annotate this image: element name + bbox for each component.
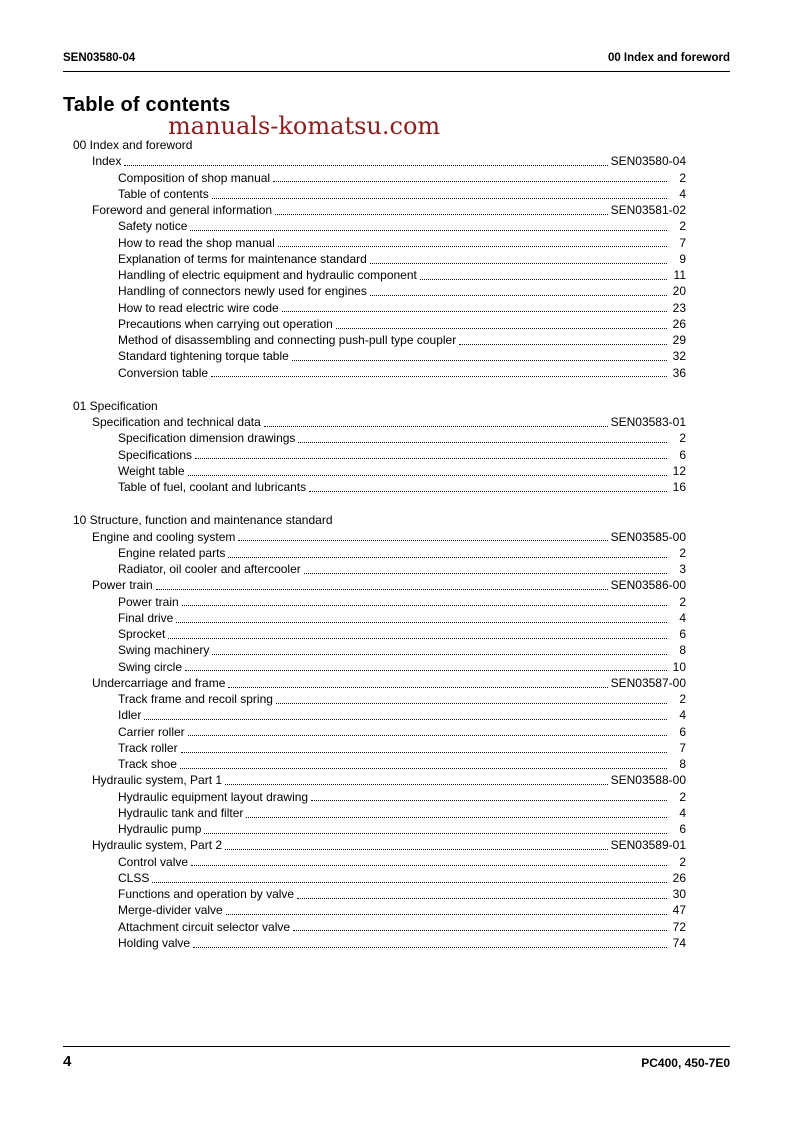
toc-group-row — [63, 202, 686, 218]
dot-leader — [276, 703, 667, 704]
toc-item-page: 16 — [672, 480, 686, 495]
toc-item-label: Final drive — [118, 610, 174, 625]
toc-item-row — [63, 267, 686, 283]
watermark-text: manuals-komatsu.com — [168, 112, 441, 140]
toc-section-heading: 00 Index and foreword — [73, 138, 193, 152]
dot-leader — [226, 914, 667, 915]
toc-group-label: Engine and cooling system — [92, 529, 236, 544]
toc-item-page: 4 — [679, 186, 686, 201]
toc-item-row — [63, 707, 686, 723]
dot-leader — [297, 898, 667, 899]
toc-item-row — [63, 332, 686, 348]
toc-section-heading: 10 Structure, function and maintenance standard — [73, 513, 333, 528]
toc-item-row — [63, 365, 686, 381]
toc-item-page: 3 — [679, 562, 686, 577]
toc-group-ref: SEN03580-04 — [610, 154, 686, 169]
dot-leader — [212, 198, 667, 199]
toc-item-row — [63, 300, 686, 316]
toc-item-label: Hydraulic pump — [118, 822, 202, 837]
toc-item-row — [63, 870, 686, 886]
toc-item-row — [63, 316, 686, 332]
table-of-contents — [63, 137, 686, 951]
toc-item-page: 2 — [679, 692, 686, 707]
toc-item-label: Specification dimension drawings — [118, 431, 296, 446]
dot-leader — [124, 165, 607, 166]
dot-leader — [336, 328, 667, 329]
toc-group-ref: SEN03583-01 — [610, 415, 686, 430]
toc-item-row — [63, 805, 686, 821]
toc-item-page: 4 — [679, 708, 686, 723]
toc-item-page: 6 — [679, 627, 686, 642]
toc-item-row — [63, 740, 686, 756]
toc-item-label: Composition of shop manual — [118, 170, 271, 185]
toc-group-row — [63, 772, 686, 788]
dot-leader — [293, 930, 667, 931]
dot-leader — [191, 865, 667, 866]
dot-leader — [193, 947, 667, 948]
dot-leader — [264, 426, 608, 427]
header-section-label: 00 Index and foreword — [607, 52, 730, 64]
toc-item-row — [63, 545, 686, 561]
toc-item-label: Carrier roller — [118, 724, 185, 739]
toc-item-label: Hydraulic tank and filter — [118, 805, 244, 820]
dot-leader — [228, 557, 667, 558]
dot-leader — [176, 622, 667, 623]
toc-group-label: Specification and technical data — [92, 415, 261, 430]
dot-leader — [246, 817, 667, 818]
dot-leader — [304, 573, 667, 574]
toc-item-page: 6 — [679, 724, 686, 739]
toc-item-row — [63, 348, 686, 364]
toc-item-row — [63, 235, 686, 251]
toc-item-label: Engine related parts — [118, 545, 226, 560]
toc-item-page: 36 — [672, 365, 686, 380]
toc-item-label: CLSS — [118, 870, 150, 885]
toc-group-row — [63, 529, 686, 545]
toc-item-page: 2 — [679, 854, 686, 869]
toc-item-label: Explanation of terms for maintenance standard — [118, 251, 367, 266]
toc-item-label: Conversion table — [118, 365, 209, 380]
dot-leader — [188, 735, 667, 736]
toc-group-ref: SEN03589-01 — [610, 838, 686, 853]
header-doc-number: SEN03580-04 — [63, 52, 136, 64]
toc-item-label: Handling of electric equipment and hydraulic component — [118, 268, 417, 283]
toc-item-label: Holding valve — [118, 935, 191, 950]
dot-leader — [311, 800, 667, 801]
toc-item-label: How to read the shop manual — [118, 235, 275, 250]
toc-item-page: 6 — [679, 822, 686, 837]
toc-item-page: 12 — [672, 463, 686, 478]
dot-leader — [190, 230, 667, 231]
toc-item-page: 2 — [679, 545, 686, 560]
toc-item-row — [63, 610, 686, 626]
toc-item-label: Functions and operation by valve — [118, 887, 295, 902]
dot-leader — [370, 295, 667, 296]
toc-item-row — [63, 789, 686, 805]
toc-group-label: Index — [92, 154, 122, 169]
toc-item-row — [63, 935, 686, 951]
toc-item-label: Safety notice — [118, 219, 188, 234]
dot-leader — [181, 752, 667, 753]
toc-item-label: Specifications — [118, 447, 193, 462]
toc-item-row — [63, 919, 686, 935]
toc-group-label: Hydraulic system, Part 2 — [92, 838, 223, 853]
toc-item-label: Table of contents — [118, 186, 209, 201]
toc-item-row — [63, 724, 686, 740]
dot-leader — [156, 589, 608, 590]
toc-item-label: Control valve — [118, 854, 189, 869]
dot-leader — [225, 784, 608, 785]
dot-leader — [459, 344, 667, 345]
toc-item-row — [63, 447, 686, 463]
toc-item-row — [63, 642, 686, 658]
toc-group-row — [63, 675, 686, 691]
toc-item-row — [63, 594, 686, 610]
toc-item-page: 2 — [679, 219, 686, 234]
footer-model-number: PC400, 450-7E0 — [641, 1056, 730, 1070]
dot-leader — [292, 360, 667, 361]
toc-item-page: 2 — [679, 431, 686, 446]
toc-section — [63, 512, 686, 951]
dot-leader — [152, 882, 667, 883]
toc-group-ref: SEN03581-02 — [610, 203, 686, 218]
toc-item-label: Standard tightening torque table — [118, 349, 289, 364]
toc-item-page: 4 — [679, 805, 686, 820]
toc-item-row — [63, 691, 686, 707]
toc-section — [63, 137, 686, 381]
toc-item-page: 20 — [672, 284, 686, 299]
toc-item-page: 74 — [672, 935, 686, 950]
toc-item-page: 2 — [679, 594, 686, 609]
toc-item-page: 23 — [672, 300, 686, 315]
toc-group-ref: SEN03585-00 — [610, 529, 686, 544]
toc-item-page: 10 — [672, 659, 686, 674]
toc-item-page: 2 — [679, 789, 686, 804]
dot-leader — [370, 263, 667, 264]
page-footer — [63, 1046, 730, 1070]
toc-item-page: 11 — [673, 268, 686, 283]
toc-group-label: Undercarriage and frame — [92, 675, 226, 690]
toc-item-label: Merge-divider valve — [118, 903, 223, 918]
toc-item-row — [63, 251, 686, 267]
dot-leader — [188, 475, 668, 476]
toc-item-page: 2 — [679, 170, 686, 185]
toc-item-row — [63, 626, 686, 642]
page-header — [63, 52, 730, 72]
toc-item-label: Power train — [118, 594, 179, 609]
toc-item-row — [63, 430, 686, 446]
toc-item-page: 7 — [679, 740, 686, 755]
toc-item-label: Method of disassembling and connecting push-pull type coupler — [118, 333, 457, 348]
toc-item-row — [63, 886, 686, 902]
toc-item-label: Track shoe — [118, 757, 177, 772]
dot-leader — [204, 833, 667, 834]
toc-item-page: 30 — [672, 887, 686, 902]
dot-leader — [195, 458, 667, 459]
toc-item-label: Idler — [118, 708, 142, 723]
toc-item-page: 26 — [672, 316, 686, 331]
dot-leader — [180, 768, 667, 769]
dot-leader — [144, 719, 667, 720]
dot-leader — [309, 491, 667, 492]
toc-item-page: 8 — [679, 643, 686, 658]
toc-item-label: Track roller — [118, 740, 178, 755]
toc-group-label: Foreword and general information — [92, 203, 273, 218]
toc-section-heading: 01 Specification — [73, 398, 158, 413]
toc-item-row — [63, 756, 686, 772]
toc-item-page: 32 — [672, 349, 686, 364]
toc-group-ref: SEN03587-00 — [610, 675, 686, 690]
toc-group-row — [63, 153, 686, 169]
dot-leader — [282, 311, 667, 312]
toc-item-page: 6 — [679, 447, 686, 462]
toc-group-ref: SEN03588-00 — [610, 773, 686, 788]
toc-item-label: Precautions when carrying out operation — [118, 316, 333, 331]
toc-item-row — [63, 170, 686, 186]
toc-item-label: Handling of connectors newly used for engines — [118, 284, 367, 299]
toc-item-label: How to read electric wire code — [118, 300, 279, 315]
toc-group-label: Hydraulic system, Part 1 — [92, 773, 223, 788]
toc-item-page: 72 — [672, 919, 686, 934]
toc-item-label: Table of fuel, coolant and lubricants — [118, 480, 307, 495]
toc-item-page: 9 — [679, 251, 686, 266]
dot-leader — [298, 442, 667, 443]
dot-leader — [185, 670, 667, 671]
dot-leader — [212, 654, 667, 655]
toc-group-row — [63, 414, 686, 430]
footer-page-number: 4 — [63, 1053, 72, 1070]
dot-leader — [273, 181, 667, 182]
toc-item-row — [63, 463, 686, 479]
toc-item-page: 7 — [679, 235, 686, 250]
dot-leader — [211, 376, 667, 377]
toc-item-label: Weight table — [118, 463, 185, 478]
dot-leader — [182, 605, 667, 606]
dot-leader — [278, 246, 667, 247]
toc-item-row — [63, 186, 686, 202]
toc-item-label: Radiator, oil cooler and aftercooler — [118, 562, 301, 577]
toc-item-row — [63, 479, 686, 495]
dot-leader — [275, 214, 608, 215]
toc-item-row — [63, 561, 686, 577]
toc-item-label: Swing machinery — [118, 643, 210, 658]
dot-leader — [225, 849, 608, 850]
toc-item-page: 4 — [679, 610, 686, 625]
dot-leader — [228, 687, 607, 688]
toc-item-page: 29 — [672, 333, 686, 348]
page-title: Table of contents — [63, 94, 231, 116]
toc-item-row — [63, 218, 686, 234]
toc-item-label: Hydraulic equipment layout drawing — [118, 789, 309, 804]
toc-item-row — [63, 659, 686, 675]
dot-leader — [238, 540, 607, 541]
toc-group-row — [63, 577, 686, 593]
toc-item-row — [63, 902, 686, 918]
toc-item-page: 8 — [679, 757, 686, 772]
toc-item-row — [63, 283, 686, 299]
toc-group-ref: SEN03586-00 — [610, 578, 686, 593]
toc-item-label: Sprocket — [118, 627, 166, 642]
toc-section — [63, 398, 686, 496]
toc-item-row — [63, 821, 686, 837]
toc-item-label: Swing circle — [118, 659, 183, 674]
toc-item-page: 26 — [672, 870, 686, 885]
toc-item-label: Attachment circuit selector valve — [118, 919, 291, 934]
toc-item-label: Track frame and recoil spring — [118, 692, 273, 707]
dot-leader — [420, 279, 667, 280]
toc-group-label: Power train — [92, 578, 153, 593]
toc-group-row — [63, 837, 686, 853]
dot-leader — [168, 638, 667, 639]
toc-item-row — [63, 854, 686, 870]
toc-item-page: 47 — [672, 903, 686, 918]
